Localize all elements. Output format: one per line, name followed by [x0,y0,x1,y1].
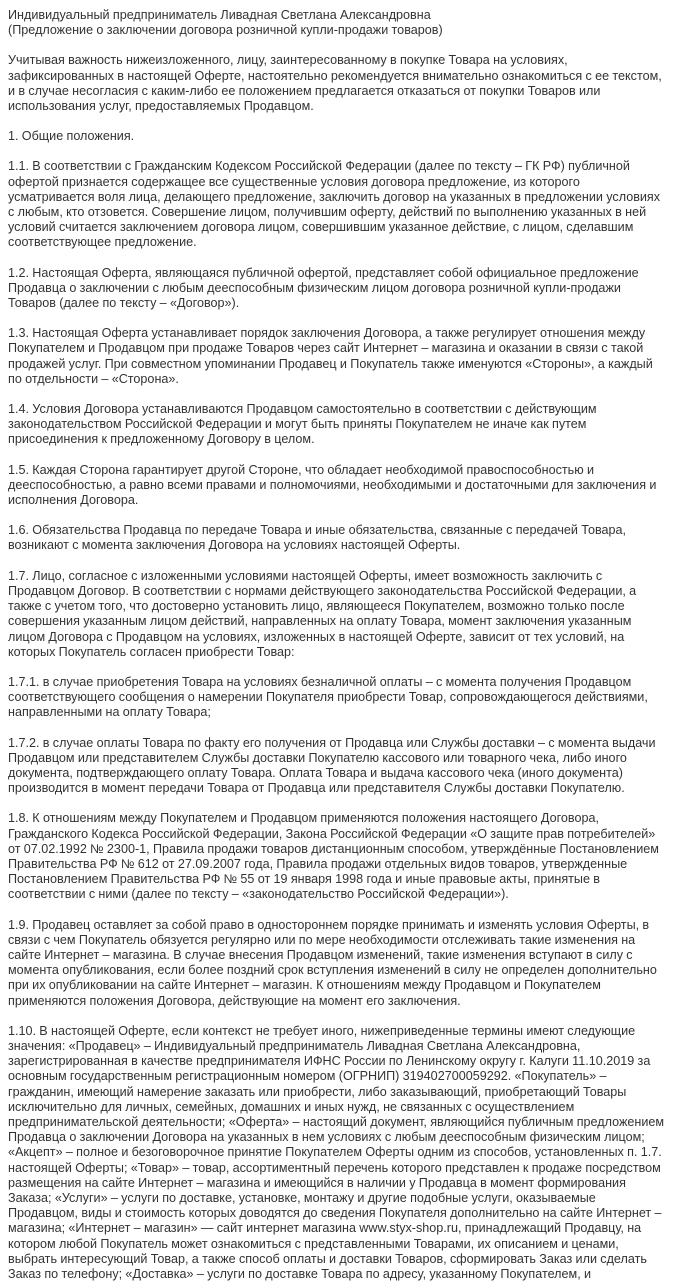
offer-document [8,8,668,1282]
clause-1-7-1: 1.7.1. в случае приобретения Товара на условиях безналичной оплаты – с момента получения Продавцом соответствующего сообщения о намерении Покупателя приобрести Товар, сопровождающегося действиями, направленными на оплату Товара; [8,674,648,720]
clause-1-6: 1.6. Обязательства Продавца по передаче Товара и иные обязательства, связанные с передачей Товара, возникают с момента заключения Договора на условиях настоящей Оферты. [8,523,627,553]
document-subtitle: (Предложение о заключении договора розничной купли-продажи товаров) [8,23,443,38]
clause-1-4: 1.4. Условия Договора устанавливаются Продавцом самостоятельно в соответствии с действующим законодательством Российской Федерации и могут быть приняты Покупателем не иначе как путем присоединения к предложенному Договору в целом. [8,402,597,447]
clause-1-3: 1.3. Настоящая Оферта устанавливает порядок заключения Договора, а также регулирует отношения между Покупателем и Продавцом при продаже Товаров через сайт Интернет – магазина и оказании в связи с такой продажей услуг. При совместном упоминании Продавец и Покупатель также именуются «Стороны», а каждый по отдельности – «Сторона». [8,326,653,386]
clause-1-2: 1.2. Настоящая Оферта, являющаяся публичной офертой, представляет собой официальное предложение Продавца о заключении с любым дееспособным физическим лицом договора розничной купли-продажи Товаров (далее по тексту – «Договор»). [8,265,639,311]
document-header [8,8,668,38]
clause-1-5: 1.5. Каждая Сторона гарантирует другой Стороне, что обладает необходимой правоспособностью и дееспособностью, а равно всеми правами и полномочиями, необходимыми и достаточными для заключения и исполнения Договора. [8,462,657,508]
clause-1-1: 1.1. В соответствии с Гражданским Кодексом Российской Федерации (далее по тексту – ГК РФ) публичной офертой признается содержащее все существенные условия договора предложение, из которого усматривается воля лица, делающего предложение, заключить договор на указанных в предложении условиях с любым, кто отзовется. Совершение лицом, получившим оферту, действий по выполнению указанных в ней условий считается заключением договора лицом, совершившим указанное действие, с лицом, сделавшим соответствующее предложение. [8,159,661,250]
intro-paragraph: Учитывая важность нижеизложенного, лицу, заинтересованному в покупке Товара на условиях, зафиксированных в настоящей Оферте, настоятельно рекомендуется внимательно ознакомиться с ее текстом, и в случае несогласия с каким-либо ее положением предлагается отказаться от покупки Товаров или использования услуг, предоставляемых Продавцом. [8,53,662,114]
seller-name: Индивидуальный предприниматель Ливадная Светлана Александровна [8,8,431,22]
clause-1-8: 1.8. К отношениям между Покупателем и Продавцом применяются положения настоящего Договора, Гражданского Кодекса Российской Федерации, Закона Российской Федерации «О защите прав потребителей» от 07.02.1992 № 2300-1, Правила продажи товаров дистанционным способом, утверждённые Постановлением Правительства РФ № 612 от 27.09.2007 года, Правила продажи отдельных видов товаров, утвержденные Постановлением Правительства РФ № 55 от 19 января 1998 года и иные правовые акты, принятые в соответствии с ними (далее по тексту – «законодательство Российской Федерации»). [8,811,659,902]
clause-1-7-2: 1.7.2. в случае оплаты Товара по факту его получения от Продавца или Службы доставки – с момента выдачи Продавцом или представителем Службы доставки Покупателю кассового или товарного чека, либо иного документа, подтверждающего оплату Товара. Оплата Товара и выдача кассового чека (иного документа) производится в момент передачи Товара от Продавца или представителя Службы доставки Покупателю. [8,735,656,796]
clause-1-7: 1.7. Лицо, согласное с изложенными условиями настоящей Оферты, имеет возможность заключить с Продавцом Договор. В соответствии с нормами действующего законодательства Российской Федерации, а также с учетом того, что достоверно установить лицо, являющееся Покупателем, возможно только после совершения указанным лицом действий, направленных на оплату Товара, момент заключения указанным лицом Договора с Продавцом на условиях, изложенных в настоящей Оферте, зависит от тех условий, на которых Покупатель согласен приобрести Товар: [8,568,637,659]
section-heading-general: 1. Общие положения. [8,129,135,144]
clause-1-9: 1.9. Продавец оставляет за собой право в одностороннем порядке принимать и изменять условия Оферты, в связи с чем Покупатель обязуется регулярно или по мере необходимости отслеживать такие изменения на сайте Интернет – магазина. В случае внесения Продавцом изменений, такие изменения вступают в силу с момента опубликования, если более поздний срок вступления изменений в силу не определен дополнительно при их опубликовании на сайте Интернет – магазин. К отношениям между Продавцом и Покупателем применяются положения Договора, действующие на момент его заключения. [8,917,657,1008]
clause-1-10: 1.10. В настоящей Оферте, если контекст не требует иного, нижеприведенные термины имеют следующие значения: «Продавец» – Индивидуальный предприниматель Ливадная Светлана Александровна, зарегистрированная в качестве предпринимателя ИФНС России по Ленинскому округу г. Калуги 11.10.2019 за основным государственным регистрационным номером (ОГРНИП) 319402700059292. «Покупатель» – гражданин, имеющий намерение заказать или приобрести, либо заказывающий, приобретающий Товары исключительно для личных, семейных, домашних и иных нужд, не связанных с осуществлением предпринимательской деятельности; «Оферта» – настоящий документ, являющийся публичным предложением Продавца о заключении Договора на указанных в нем условиях с любым дееспособным физическим лицом; «Акцепт» – полное и безоговорочное принятие Покупателем Оферты одним из способов, установленных п. 1.7. настоящей Оферты; «Товар» – товар, ассортиментный перечень которого представлен к продаже посредством размещения на сайте Интернет – магазина и имеющийся в наличии у Продавца в момент формирования Заказа; «Услуги» – услуги по доставке, установке, монтажу и другие подобные услуги, оказываемые Продавцом, виды и стоимость которых доводятся до сведения Покупателя дополнительно на сайте Интернет – магазина; «Интернет – магазин» — сайт интернет магазина www.styx-shop.ru, принадлежащий Продавцу, на котором любой Покупатель может ознакомиться с представленными Товарами, их описанием и ценами, выбрать интересующий Товар, а также способ оплаты и доставки Товаров, сформировать Заказ или сделать Заказ по телефону; «Доставка» – услуги по доставке Товара по адресу, указанному Покупателем, и [8,1023,665,1282]
